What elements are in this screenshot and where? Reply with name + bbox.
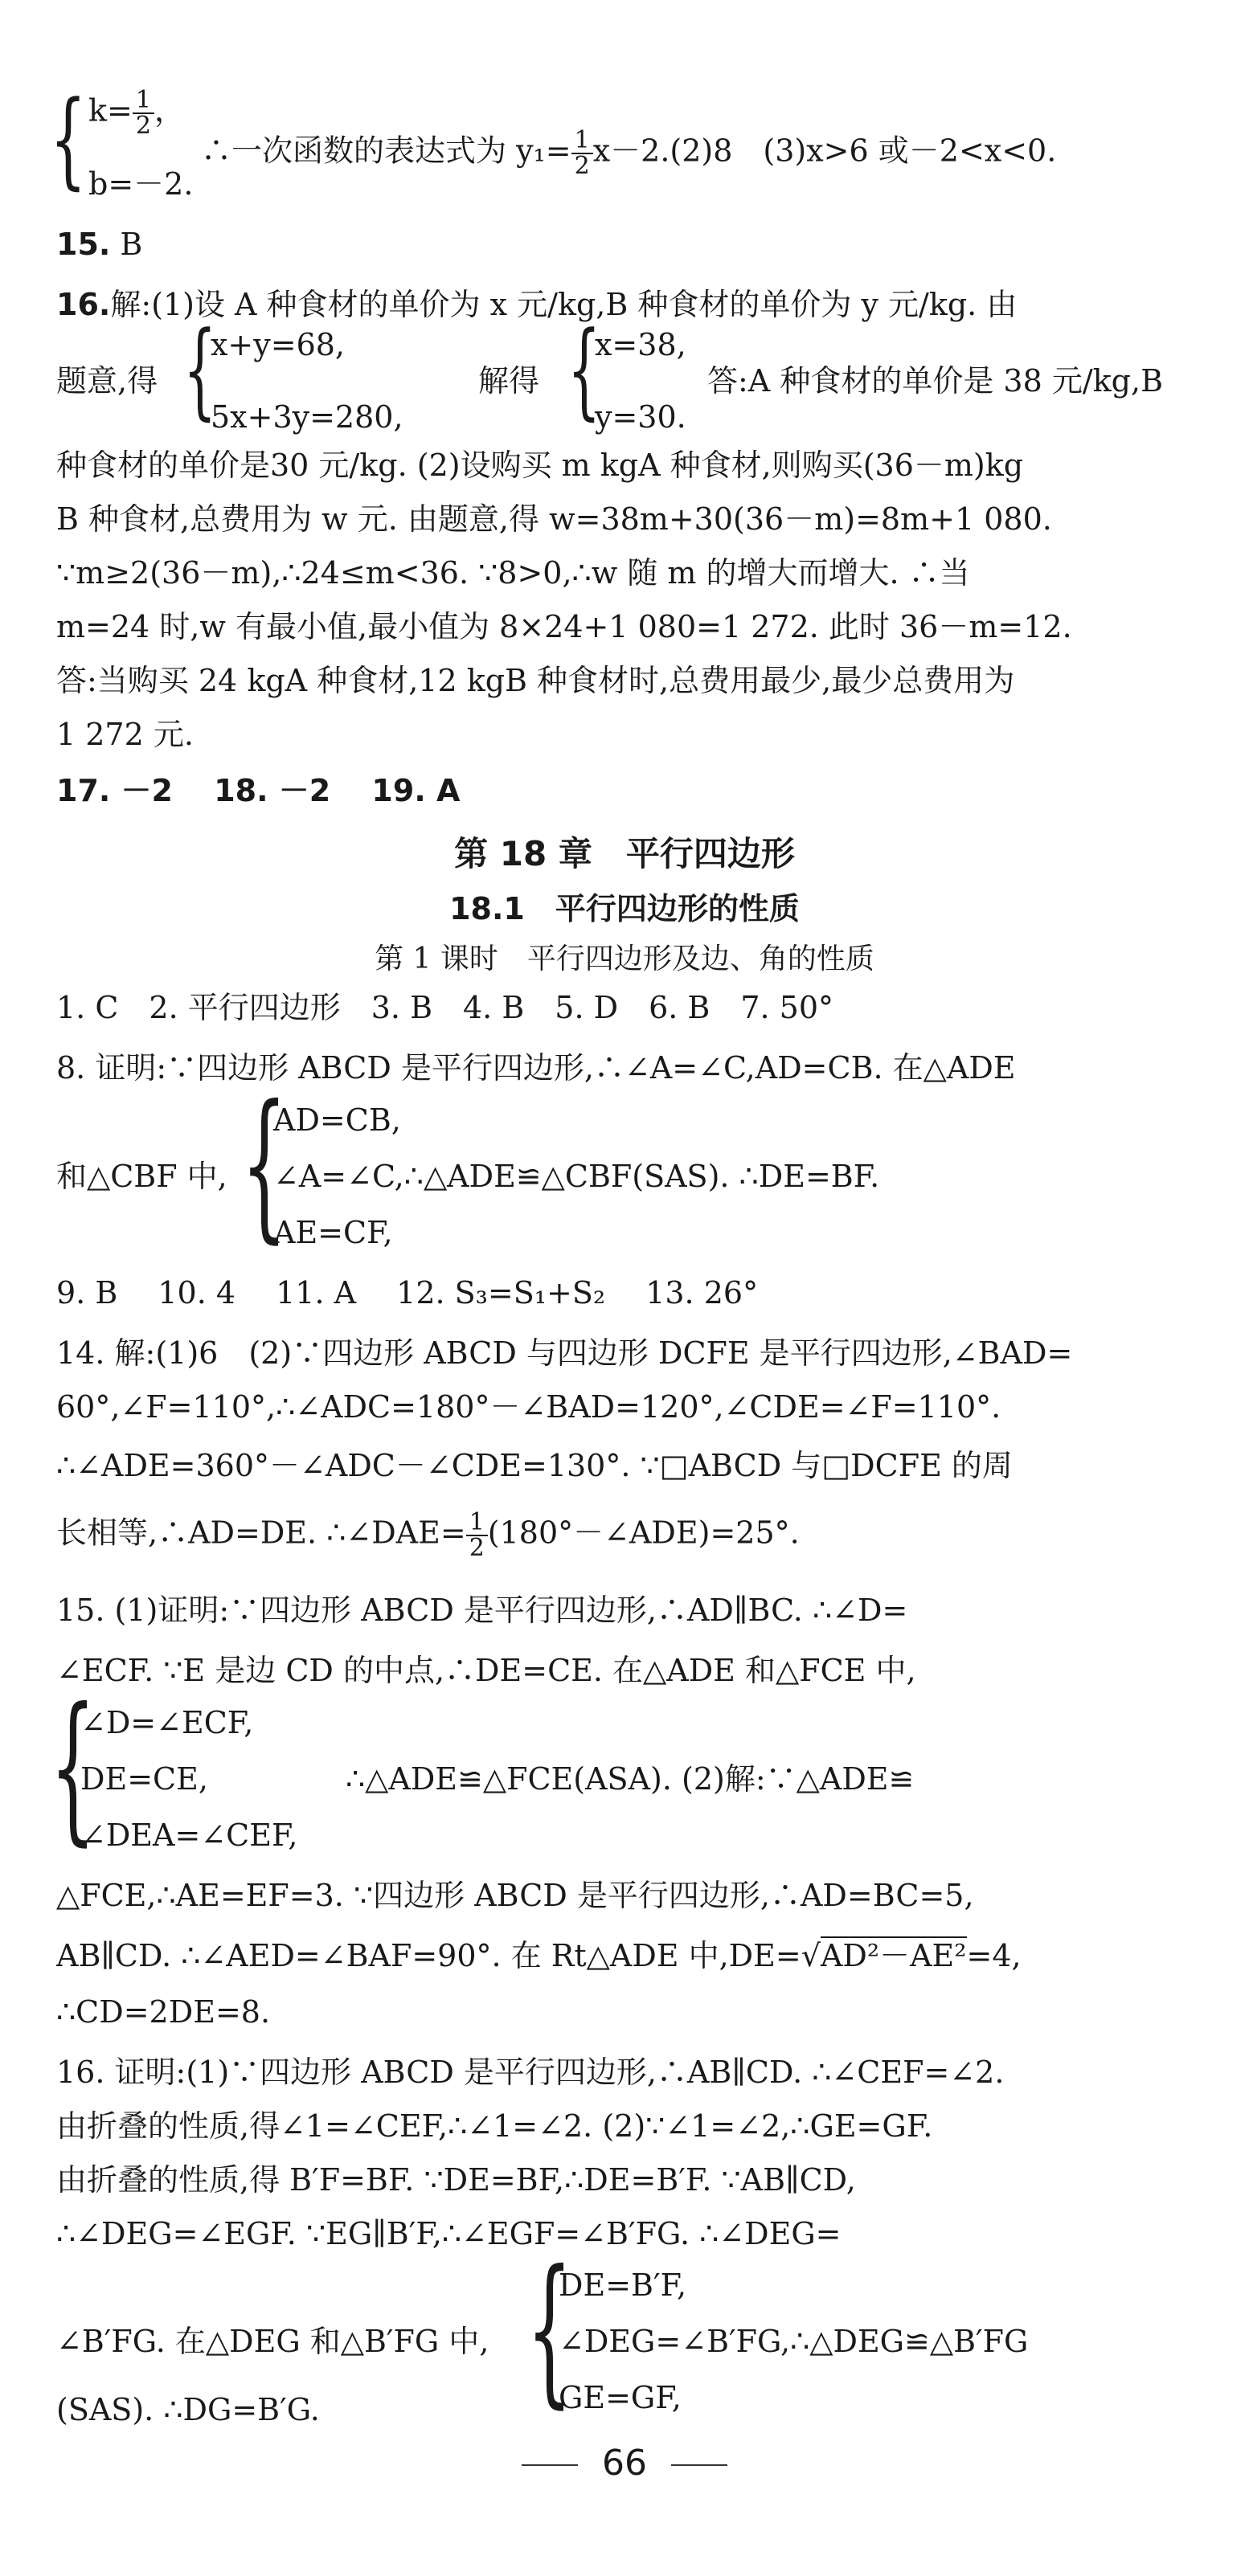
- sqrt-radicand: AD²－AE²: [820, 1938, 967, 1973]
- q16-line6: m=24 时,w 有最小值,最小值为 8×24+1 080=1 272. 此时 36－m=12.: [56, 609, 1072, 644]
- q16-line3: 种食材的单价是30 元/kg. (2)设购买 m kgA 种食材,则购买(36－m)kg: [56, 448, 1024, 483]
- q14-fraction: $\frac{1}{2}$: [466, 1511, 488, 1560]
- q15b-line1: 15. (1)证明:∵四边形 ABCD 是平行四边形,∴AD∥BC. ∴∠D=: [56, 1593, 908, 1628]
- q15-sys-b: DE=CE,: [80, 1761, 208, 1797]
- q15-line: 15. B: [56, 227, 143, 262]
- q14-line2: 60°,∠F=110°,∴∠ADC=180°－∠BAD=120°,∠CDE=∠F=110°.: [56, 1389, 1001, 1425]
- sqrt-sign: √: [801, 1938, 821, 1973]
- lesson-title: 第 1 课时 平行四边形及边、角的性质: [375, 942, 874, 975]
- q14-line4: 长相等,∴AD=DE. ∴∠DAE= $\frac{1}{2}$ (180°－∠ADE)=25°.: [56, 1511, 800, 1560]
- q15b-line4: AB∥CD. ∴∠AED=∠BAF=90°. 在 Rt△ADE 中,DE=√AD²－AE²=4,: [56, 1938, 1022, 1973]
- prev-conclusion: ∴一次函数的表达式为 y₁= $\frac{1}{2}$ x－2.(2)8 (3)x>6 或－2<x<0.: [201, 126, 1057, 180]
- q15b-line5: ∴CD=2DE=8.: [56, 1994, 271, 2030]
- q16b-sys-c: GE=GF,: [559, 2380, 682, 2415]
- q15-sys-b-tail: ∴△ADE≌△FCE(ASA). (2)解:∵△ADE≌: [346, 1761, 915, 1797]
- q16-line1: 16.解:(1)设 A 种食材的单价为 x 元/kg,B 种食材的单价为 y 元/kg. 由: [56, 287, 1018, 322]
- q16-line4: B 种食材,总费用为 w 元. 由题意,得 w=38m+30(36－m)=8m+1 080.: [56, 501, 1052, 537]
- q16b-sys-b: ∠DEG=∠B′FG,∴△DEG≌△B′FG: [559, 2324, 1029, 2359]
- q8-sys-b: ∠A=∠C,∴△ADE≌△CBF(SAS). ∴DE=BF.: [273, 1159, 880, 1194]
- page-number-dash-left: [522, 2464, 578, 2466]
- brace-q8: {: [241, 1071, 288, 1258]
- q16-answer-part: 答:A 种食材的单价是 38 元/kg,B: [707, 363, 1163, 399]
- answers-1-8: 1. C 2. 平行四边形 3. B 4. B 5. D 6. B 7. 50°: [56, 990, 834, 1025]
- q8-line2a: 和△CBF 中,: [56, 1159, 227, 1194]
- answers-9-13: 9. B 10. 4 11. A 12. S₃=S₁+S₂ 13. 26°: [56, 1275, 759, 1310]
- q16b-sys-a: DE=B′F,: [559, 2267, 687, 2303]
- q8-line1: 8. 证明:∵四边形 ABCD 是平行四边形,∴∠A=∠C,AD=CB. 在△ADE: [56, 1050, 1016, 1086]
- section-title: 18.1 平行四边形的性质: [449, 891, 800, 926]
- q14-line1: 14. 解:(1)6 (2)∵四边形 ABCD 与四边形 DCFE 是平行四边形,∠BAD=: [56, 1335, 1073, 1371]
- brace-q15: {: [50, 1674, 96, 1861]
- brace-sys2: {: [567, 309, 601, 431]
- page-number-dash-right: [671, 2464, 727, 2466]
- q15-sys-a: ∠D=∠ECF,: [80, 1705, 254, 1740]
- sys2-eq2: y=30.: [595, 399, 686, 435]
- q16-solve-label: 解得: [478, 363, 540, 399]
- k-fraction: $\frac{1}{2}$: [133, 88, 154, 138]
- brace-q16b: {: [526, 2236, 573, 2423]
- page-number: 66: [0, 2443, 1249, 2484]
- conclusion-fraction: $\frac{1}{2}$: [571, 129, 593, 178]
- q16b-line4: ∴∠DEG=∠EGF. ∵EG∥B′F,∴∠EGF=∠B′FG. ∴∠DEG=: [56, 2216, 842, 2251]
- brace-sys1: {: [183, 309, 217, 431]
- q8-sys-c: AE=CF,: [273, 1215, 393, 1250]
- q14-line3: ∴∠ADE=360°－∠ADC－∠CDE=130°. ∵□ABCD 与□DCFE 的周: [56, 1448, 1013, 1483]
- b-line: b=－2.: [88, 166, 194, 202]
- q17-19-line: 17. －2 18. －2 19. A: [56, 773, 461, 808]
- k-line: k= $\frac{1}{2}$ ，: [88, 86, 185, 140]
- brace-k-b: {: [50, 78, 87, 200]
- q15b-line3: △FCE,∴AE=EF=3. ∵四边形 ABCD 是平行四边形,∴AD=BC=5,: [56, 1878, 974, 1913]
- q15b-line2: ∠ECF. ∵E 是边 CD 的中点,∴DE=CE. 在△ADE 和△FCE 中,: [56, 1653, 916, 1688]
- q16b-line6: (SAS). ∴DG=B′G.: [56, 2392, 320, 2427]
- chapter-title: 第 18 章 平行四边形: [454, 834, 795, 873]
- q16-line2a: 题意,得: [56, 363, 158, 399]
- q15-sys-c: ∠DEA=∠CEF,: [80, 1818, 298, 1853]
- sys1-eq1: x+y=68,: [211, 327, 346, 362]
- q16b-line2: 由折叠的性质,得∠1=∠CEF,∴∠1=∠2. (2)∵∠1=∠2,∴GE=GF.: [56, 2108, 933, 2144]
- q16b-line3: 由折叠的性质,得 B′F=BF. ∵DE=BF,∴DE=B′F. ∵AB∥CD,: [56, 2162, 856, 2198]
- q16b-line5a: ∠B′FG. 在△DEG 和△B′FG 中,: [56, 2324, 489, 2359]
- q16-line5: ∵m≥2(36－m),∴24≤m<36. ∵8>0,∴w 随 m 的增大而增大. ∴当: [56, 555, 970, 591]
- q16-line7: 答:当购买 24 kgA 种食材,12 kgB 种食材时,总费用最少,最少总费用为: [56, 663, 1015, 698]
- q16b-line1: 16. 证明:(1)∵四边形 ABCD 是平行四边形,∴AB∥CD. ∴∠CEF=∠2.: [56, 2055, 1005, 2090]
- sys2-eq1: x=38,: [595, 327, 686, 362]
- sys1-eq2: 5x+3y=280,: [211, 399, 403, 435]
- q16-line8: 1 272 元.: [56, 717, 194, 752]
- q8-sys-a: AD=CB,: [273, 1102, 401, 1138]
